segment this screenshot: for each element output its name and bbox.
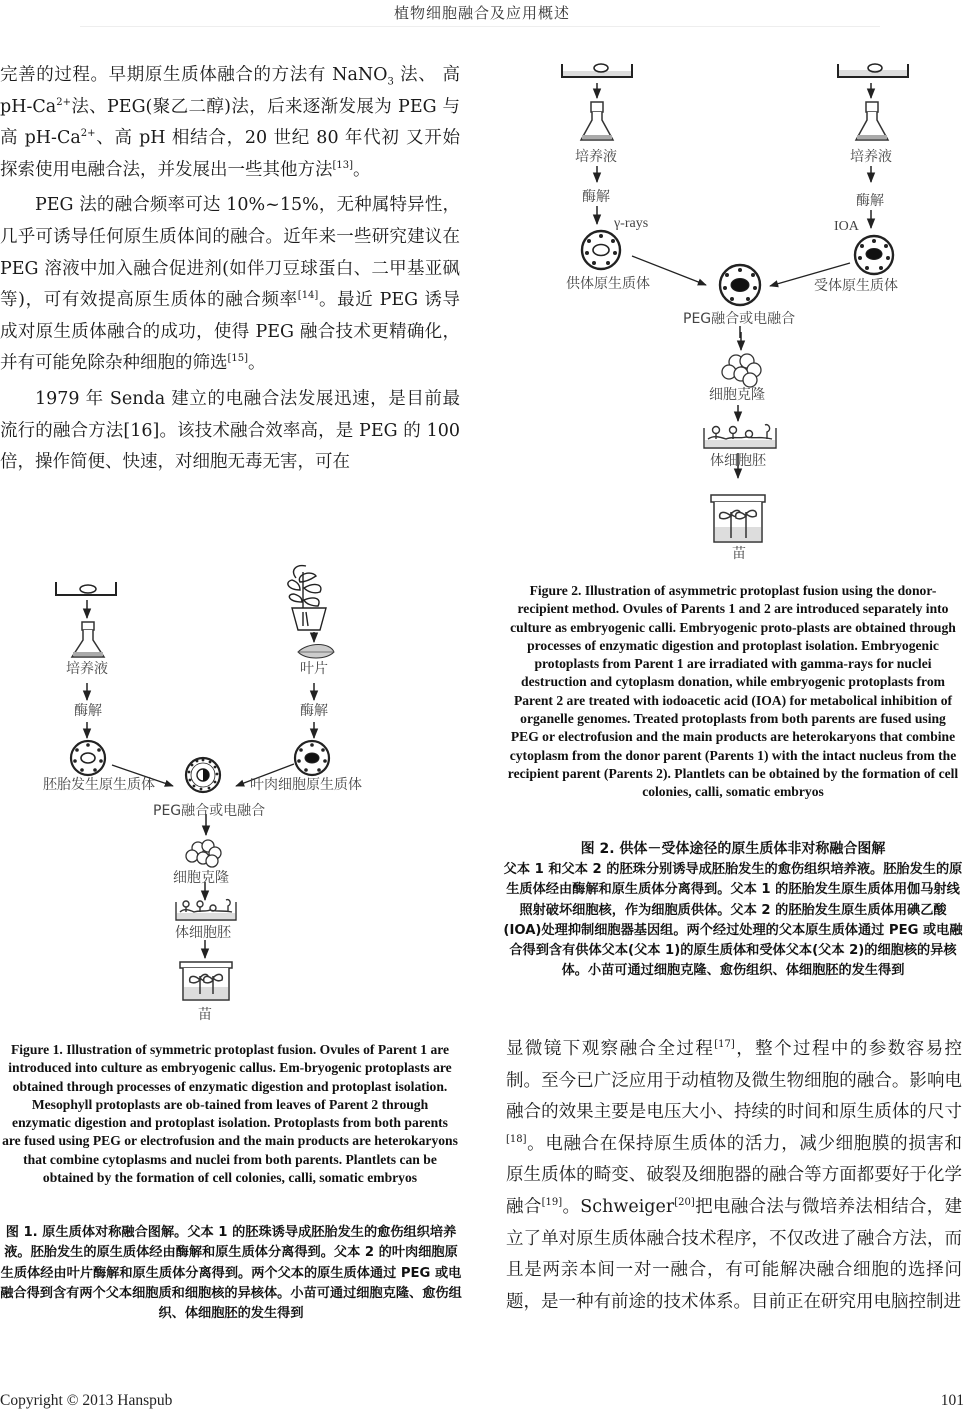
text-span: 又开始探索使用电融合法，并发展出一些其他方法 xyxy=(0,128,460,180)
figure-2-diagram xyxy=(500,40,964,570)
text-span: ，整个过程中的参数容易控制。至今已广泛应用于动植物及微生物细胞的融合。影响电融合的效果主要是电压大小、持续的时间和原生质体的尺寸 xyxy=(506,1039,963,1123)
petri-dish-left-icon xyxy=(562,64,632,77)
text-span: 完善的过程。早期原生质体融合的方法有 NaNO xyxy=(0,65,388,85)
label-fusion: PEG融合或电融合 xyxy=(153,803,266,819)
label-cell-colony: 细胞克隆 xyxy=(709,387,765,403)
flask-left-icon xyxy=(581,102,613,140)
text-span: 。 xyxy=(353,159,371,180)
text-span: 。电融合在保持原生质体的活力，减少细胞膜的损害和原生质体的畸变、破裂及细胞器的融合等方面都要好于化学融合 xyxy=(506,1133,962,1217)
figure-2 xyxy=(500,40,964,570)
label-enzymolysis-left: 酶解 xyxy=(74,703,102,719)
figure-1-caption-en: Figure 1. Illustration of symmetric protoplast fusion. Ovules of Parent 1 are introduced into culture as embryogenic callus. Em-bryogenic protoplasts are obtained through processes of enzymatic digestion and protoplast isolation. Mesophyll protoplasts are ob-tained from leaves of Parent 2 through enzymatic digestion and protoplast isolation. Protoplasts from both parents are fused using PEG or electrofusion and the main products are heterokaryons that combine cytoplasms and nuclei from both parents. Plantlets can be obtained by the formation of cell colonies, calli, somatic embryos xyxy=(2,1042,458,1186)
paragraph-1 xyxy=(0,60,460,186)
paragraph-4 xyxy=(506,1034,962,1318)
citation[interactable]: [14] xyxy=(297,290,319,302)
page-number: 101 xyxy=(940,1392,964,1409)
label-recipient-protoplast: 受体原生质体 xyxy=(814,278,898,294)
citation[interactable]: [20] xyxy=(674,1197,695,1209)
mesophyll-protoplast-icon xyxy=(295,741,329,775)
text-span: 、高 pH 相结合，20 世纪 80 年代初 xyxy=(95,128,400,149)
label-mesophyll-protoplast: 叶肉细胞原生质体 xyxy=(250,777,362,793)
text-span: 高 pH-Ca xyxy=(0,65,460,117)
label-fusion: PEG融合或电融合 xyxy=(683,311,796,327)
leaf-icon xyxy=(298,645,334,659)
seedling-jar-icon xyxy=(180,962,232,1000)
running-title: 植物细胞融合及应用概述 xyxy=(393,4,570,22)
donor-protoplast-icon xyxy=(582,231,620,269)
flask-icon xyxy=(72,622,104,657)
label-donor-protoplast: 供体原生质体 xyxy=(566,276,650,292)
text-span: PEG 与高 pH-Ca xyxy=(0,96,460,149)
copyright: Copyright © 2013 Hanspub xyxy=(0,1392,173,1409)
label-somatic-embryo: 体细胞胚 xyxy=(175,925,231,941)
label-seedling: 苗 xyxy=(732,546,746,562)
citation[interactable]: [18] xyxy=(506,1133,527,1145)
label-ioa: IOA xyxy=(834,219,859,234)
cell-colony-icon xyxy=(186,840,221,867)
label-leaf: 叶片 xyxy=(300,661,328,677)
citation[interactable]: [17] xyxy=(714,1039,735,1051)
petri-dish-right-icon xyxy=(838,64,908,77)
label-cell-colony: 细胞克隆 xyxy=(173,870,229,886)
somatic-embryo-dish-icon xyxy=(704,425,776,448)
text-span: 把电融合法与微培养法相结合，建立了单对原生质体融合技术程序，不仅改进了融合方法，而且是两亲本间一对一融合，有可能解决融合细胞的选择问题，是一种有前途的技术体系。目前正在研究用电脑控制进 xyxy=(506,1196,963,1312)
label-seedling: 苗 xyxy=(198,1007,212,1023)
superscript: 2+ xyxy=(56,96,71,108)
flask-right-icon xyxy=(856,102,888,140)
text-span: PEG 法的融合频率可达 10%~15%，无种属特异性，几乎可诱导任何原生质体间的融合。近年来一些研究建议在 PEG 溶液中加入融合促进剂(如伴刀豆球蛋白、二甲基亚砜等)，可有效提高原生质体的融合频率 xyxy=(0,195,460,311)
text-span: 。 xyxy=(248,353,266,374)
paragraph-3: 1979 年 Senda 建立的电融合法发展迅速，是目前最流行的融合方法[16]。该技术融合效率高，是 PEG 的 100 倍，操作简便、快速，对细胞无毒无害，可在 xyxy=(0,388,460,473)
label-gamma-rays: γ-rays xyxy=(614,216,649,231)
label-medium-left: 培养液 xyxy=(575,149,617,165)
header-rule xyxy=(80,26,880,27)
seedling-jar-icon xyxy=(711,495,765,542)
citation[interactable]: [13] xyxy=(332,159,354,171)
petri-dish-icon xyxy=(56,582,116,595)
superscript: 2+ xyxy=(80,128,96,140)
citation[interactable]: [19] xyxy=(541,1197,563,1209)
potted-plant-icon xyxy=(288,566,326,630)
label-enzymolysis-right: 酶解 xyxy=(856,193,884,209)
cell-colony-icon xyxy=(722,354,761,387)
figure-2-caption-zh-body: 父本 1 和父本 2 的胚珠分别诱导成胚胎发生的愈伤组织培养液。胚胎发生的原生质体经由酶解和原生质体分离得到。父本 1 的胚胎发生原生质体用伽马射线照射破坏细胞核，作为细胞质供体。父本 2 的胚胎发生原生质体用碘乙酸(IOA)处理抑制细胞器基因组。两个经过处理的父本原生质体通过 PEG 或电融合得到含有供体父本(父本 1)的原生质体和受体父本(父本 2)的细胞核的异核体。小苗可通过细胞克隆、愈伤组织、体细胞胚的发生得到 xyxy=(503,862,963,979)
figure-2-caption-en: Figure 2. Illustration of asymmetric protoplast fusion using the donor-recipient method. Ovules of Parents 1 and 2 are introduced separately into culture as embryogenic calli. Embryogenic proto-plasts are obtained through processes of enzymatic digestion and protoplast isolation. Embryogenic protoplasts from Parent 1 are irradiated with gamma-rays for nuclei destruction and cytoplasm donation, while embryogenic protoplasts from Parent 2 are treated with iodoacetic acid (IOA) for metabolical inhibition of organelle genomes. Treated protoplasts from both parents are fused using PEG or electrofusion and the main products are heterokaryons that combine cytoplasm from the donor parent (Parents 1) with the intact nucleus from the recipient parent (Parents 2). Plantlets can be obtained by the formation of cell colonies, calli, somatic embryos xyxy=(507,583,959,800)
subscript: 3 xyxy=(387,76,394,88)
text-span: 。最近 PEG 诱导成对原生质体融合的成功，使得 PEG 融合技术更精确化，并有可能免除杂种细胞的筛选 xyxy=(0,290,460,374)
label-enzymolysis-right: 酶解 xyxy=(300,703,328,719)
somatic-embryo-dish-icon xyxy=(176,900,236,920)
right-column-text xyxy=(506,1034,962,1318)
text-span: 法、PEG(聚乙二醇)法，后来逐渐发展为 xyxy=(70,96,393,117)
embryogenic-protoplast-icon xyxy=(71,741,105,775)
paragraph-2 xyxy=(0,190,460,380)
text-span: 法、 xyxy=(393,65,437,85)
left-column-text xyxy=(0,60,460,479)
label-medium: 培养液 xyxy=(66,661,108,677)
figure-2-caption-zh-title: 图 2. 供体－受体途径的原生质体非对称融合图解 xyxy=(580,841,886,857)
figure-1-caption-zh: 图 1. 原生质体对称融合图解。父本 1 的胚珠诱导成胚胎发生的愈伤组织培养液。胚胎发生的原生质体经由酶解和原生质体分离得到。父本 2 的叶肉细胞原生质体经由叶片酶解和原生质体分离得到。两个父本的原生质体通过 PEG 或电融合得到含有两个父本细胞质和细胞核的异核体。小苗可通过细胞克隆、愈伤组织、体细胞胚的发生得到 xyxy=(0,1225,462,1322)
figure-1-diagram xyxy=(0,560,480,1030)
recipient-protoplast-icon xyxy=(855,236,893,274)
figure-1 xyxy=(0,560,480,1030)
citation[interactable]: [15] xyxy=(227,353,249,365)
label-enzymolysis-left: 酶解 xyxy=(582,189,610,205)
label-somatic-embryo: 体细胞胚 xyxy=(710,453,766,469)
text-span: 显微镜下观察融合全过程 xyxy=(506,1039,715,1059)
heterokaryon-icon xyxy=(720,265,760,305)
text-span: 。Schweiger xyxy=(562,1196,675,1217)
label-medium-right: 培养液 xyxy=(850,149,892,165)
label-embryogenic-protoplast: 胚胎发生原生质体 xyxy=(43,777,155,793)
heterokaryon-icon xyxy=(186,758,220,792)
